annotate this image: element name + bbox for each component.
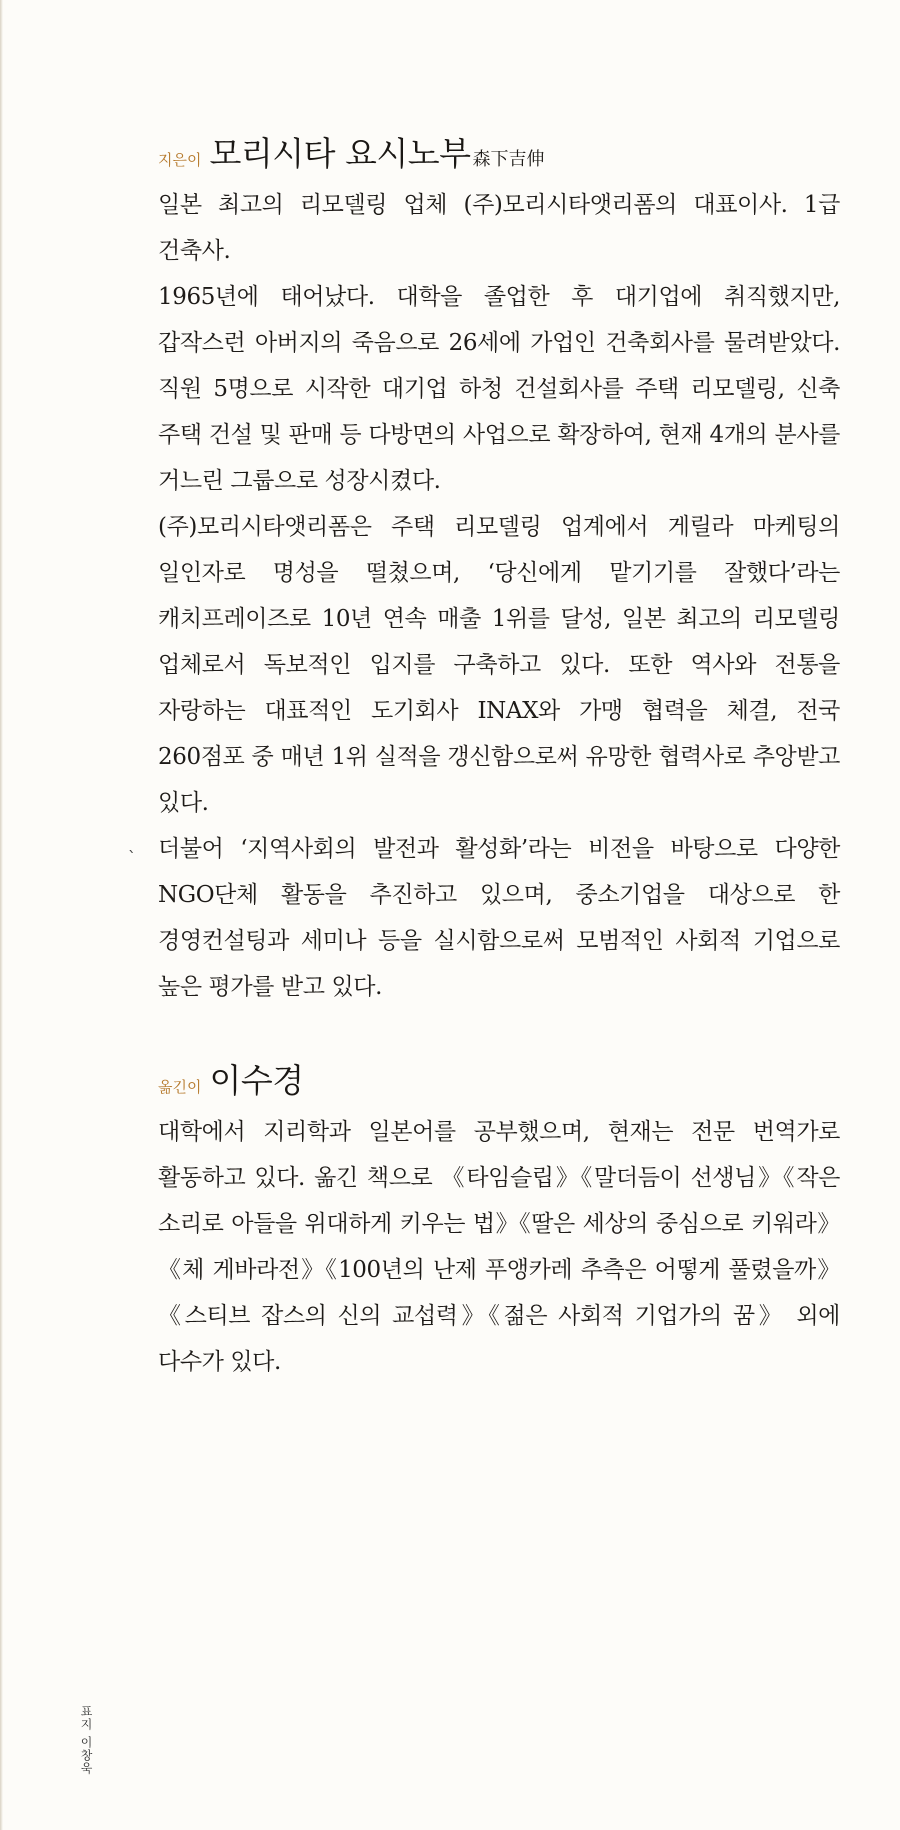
author-name-kanji: 森下吉伸	[472, 149, 545, 170]
page-edge	[0, 0, 3, 1830]
margin-mark: ˋ	[128, 848, 136, 867]
translator-name: 이수경	[209, 1061, 304, 1100]
author-paragraph: 1965년에 태어났다. 대학을 졸업한 후 대기업에 취직했지만, 갑작스런 아버지의 죽음으로 26세에 가업인 건축회사를 물려받았다. 직원 5명으로 시작한 대기업 하청 건설회사를 주택 리모델링, 신축 주택 건설 및 판매 등 다방면의 사업으로 확장하여, 현재 4개의 분사를 거느린 그룹으로 성장시켰다.	[158, 284, 840, 494]
author-section	[158, 128, 840, 1010]
author-paragraph: 더불어 ‘지역사회의 발전과 활성화’라는 비전을 바탕으로 다양한 NGO단체 활동을 추진하고 있으며, 중소기업을 대상으로 한 경영컨설팅과 세미나 등을 실시함으로써 모범적인 사회적 기업으로 높은 평가를 받고 있다.	[158, 836, 840, 1000]
author-name: 모리시타 요시노부	[209, 134, 471, 173]
cover-credit: 표지 이창욱	[79, 1705, 93, 1775]
author-paragraph: 일본 최고의 리모델링 업체 (주)모리시타앳리폼의 대표이사. 1급 건축사.	[158, 192, 840, 264]
author-paragraph: (주)모리시타앳리폼은 주택 리모델링 업계에서 게릴라 마케팅의 일인자로 명성을 떨쳤으며, ‘당신에게 맡기기를 잘했다’라는 캐치프레이즈로 10년 연속 매출 1위를 달성, 일본 최고의 리모델링 업체로서 독보적인 입지를 구축하고 있다. 또한 역사와 전통을 자랑하는 대표적인 도기회사 INAX와 가맹 협력을 체결, 전국 260점포 중 매년 1위 실적을 갱신함으로써 유망한 협력사로 추앙받고 있다.	[158, 514, 840, 816]
author-heading	[158, 128, 840, 180]
translator-paragraph: 대학에서 지리학과 일본어를 공부했으며, 현재는 전문 번역가로 활동하고 있다. 옮긴 책으로 《타임슬립》《말더듬이 선생님》《작은 소리로 아들을 위대하게 키우는 법》《딸은 세상의 중심으로 키워라》《체 게바라전》《100년의 난제 푸앵카레 추측은 어떻게 풀렸을까》《스티브 잡스의 신의 교섭력》《젊은 사회적 기업가의 꿈》 외에 다수가 있다.	[158, 1119, 840, 1375]
author-role-label: 지은이	[158, 151, 202, 169]
translator-section	[158, 1055, 840, 1385]
translator-heading	[158, 1055, 840, 1107]
translator-role-label: 옮긴이	[158, 1078, 202, 1096]
